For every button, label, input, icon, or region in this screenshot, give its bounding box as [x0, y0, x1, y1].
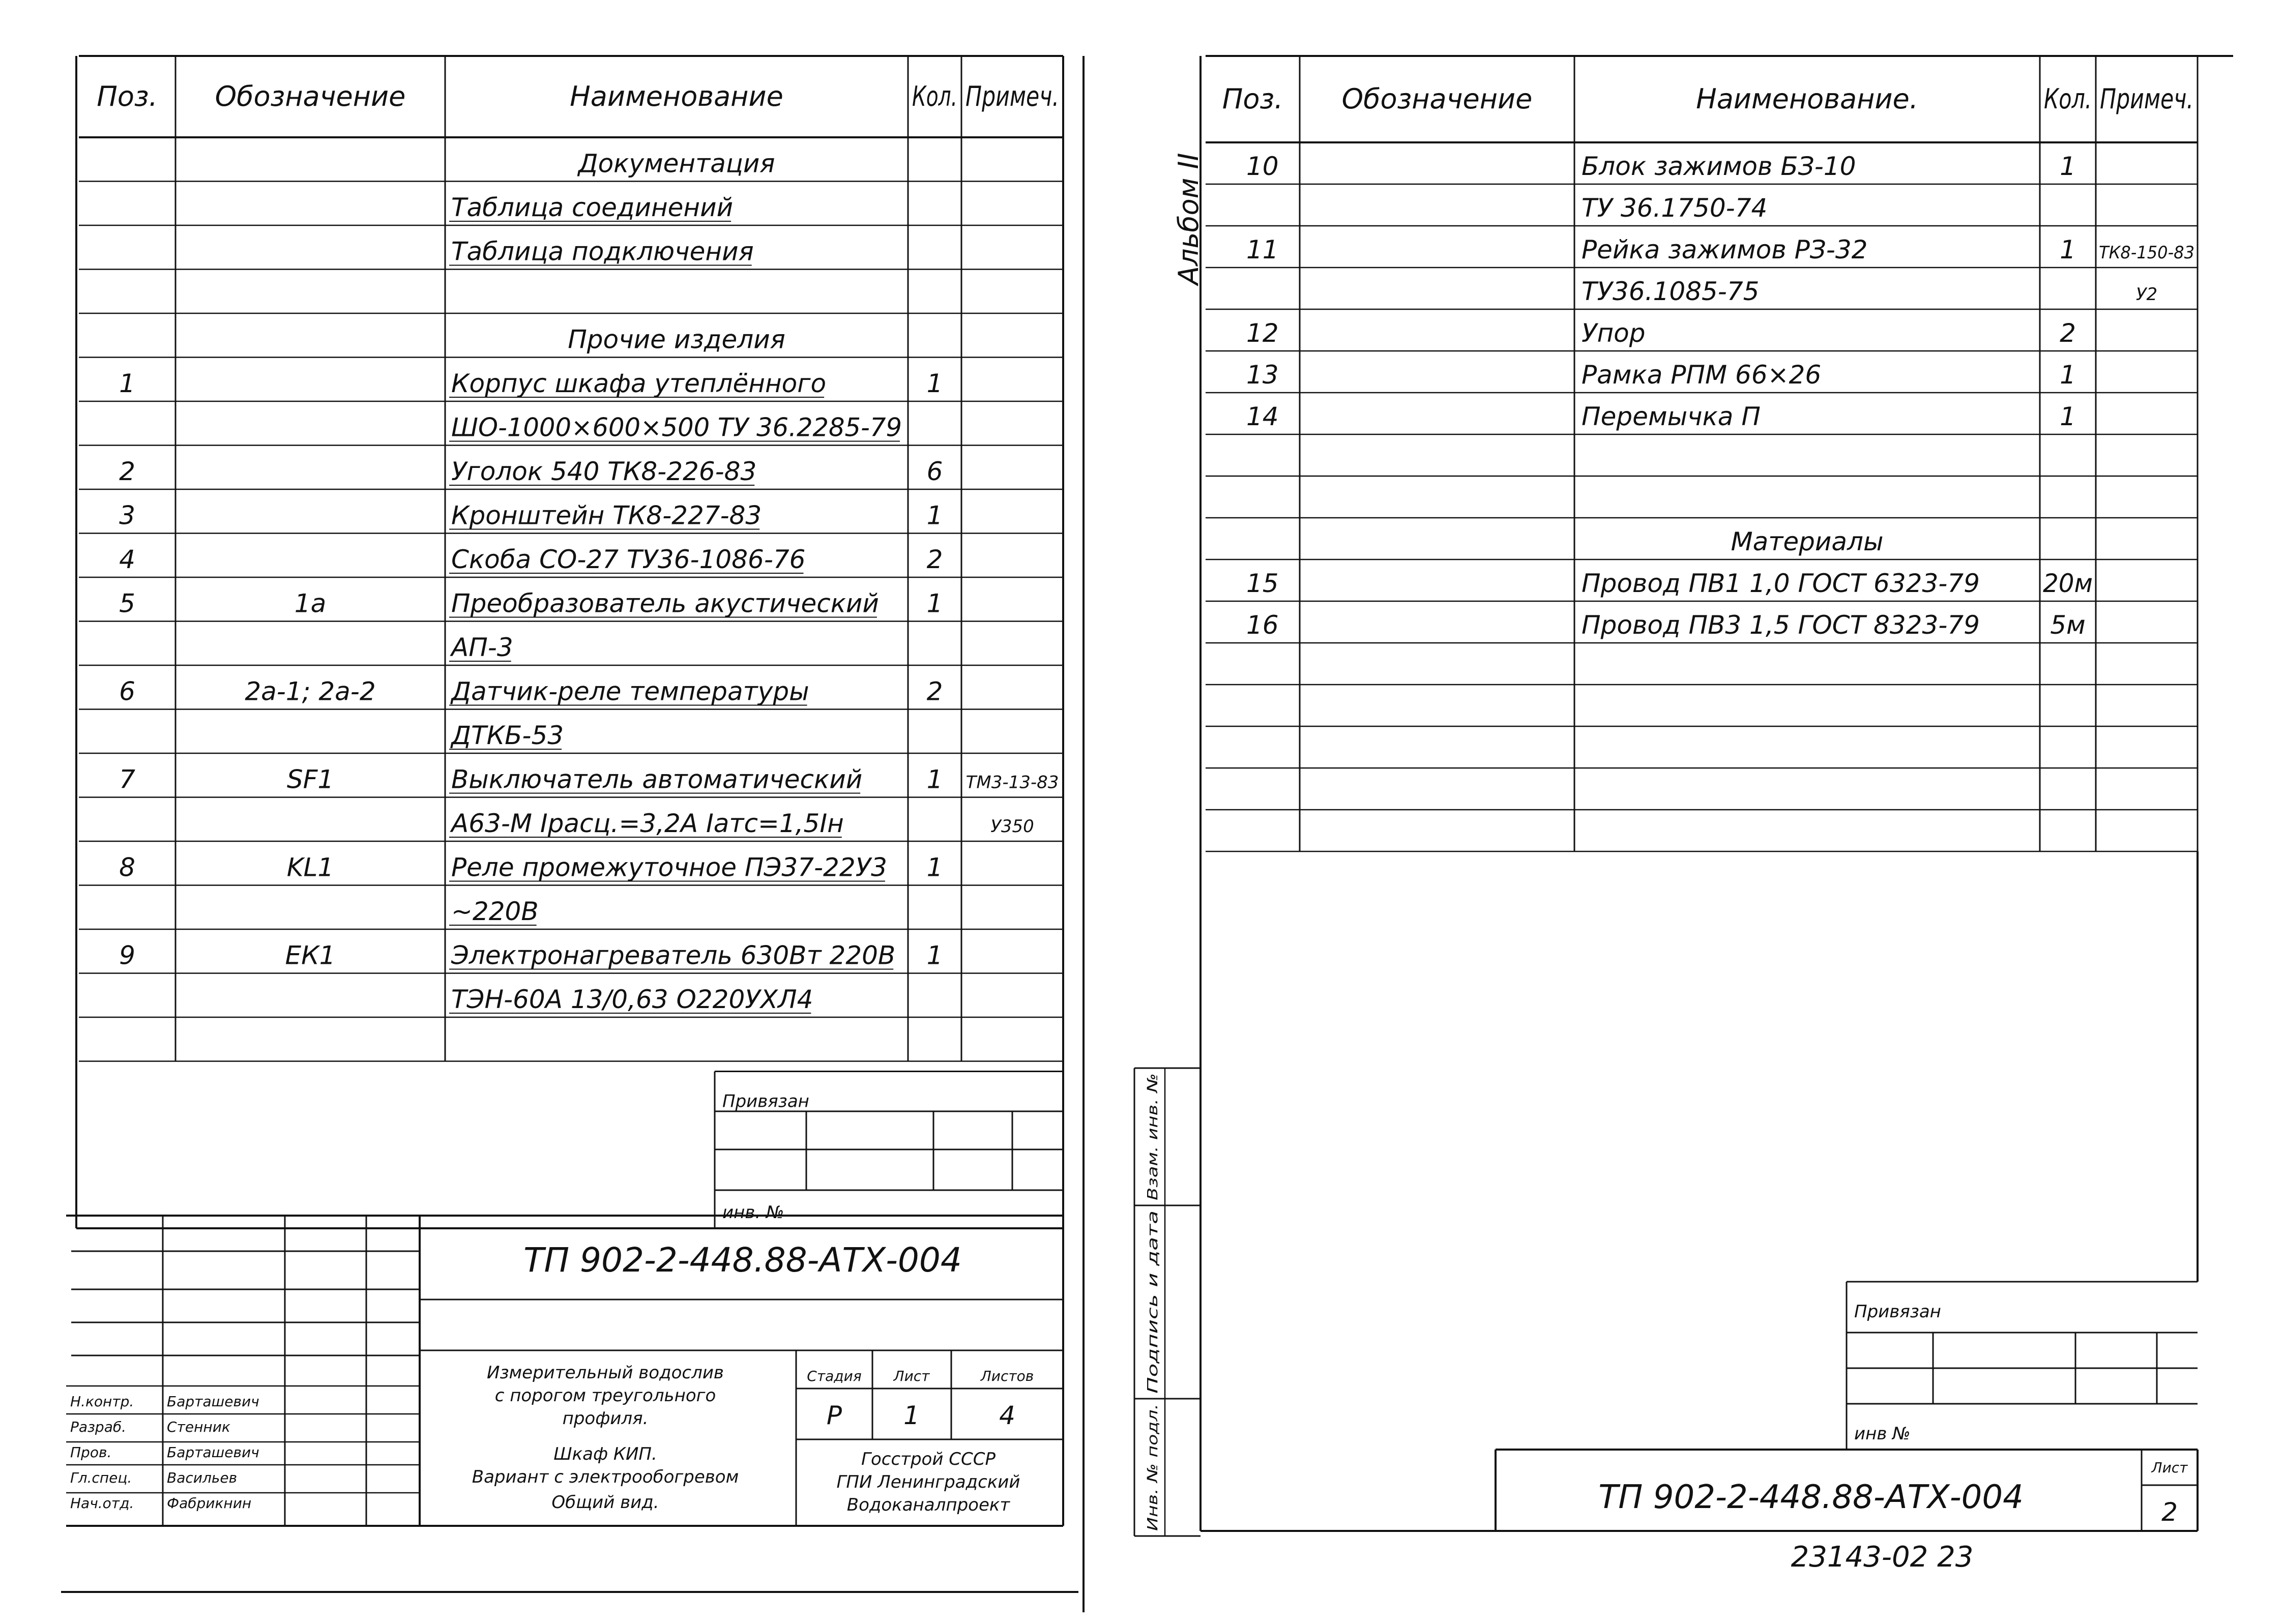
row-name: ~220В — [451, 897, 539, 926]
row-qty: 2 — [2060, 318, 2076, 348]
org-line: Госстрой СССР — [861, 1449, 996, 1469]
row-qty: 5м — [2050, 610, 2086, 640]
row-designation: ЕК1 — [285, 940, 336, 970]
album-label: Альбом II — [1173, 153, 1205, 285]
header-pos: Поз. — [97, 80, 158, 112]
row-qty: 1 — [926, 764, 943, 794]
title-line-text: Вариант с электрообогревом — [472, 1467, 739, 1487]
row-name: ШО-1000×600×500 ТУ 36.2285-79 — [451, 412, 902, 442]
row-name: Электронагреватель 630Вт 220В — [451, 940, 896, 970]
row-name: Рамка РПМ 66×26 — [1582, 360, 1822, 390]
signer-role: Гл.спец. — [70, 1469, 132, 1486]
row-name: Датчик-реле температуры — [451, 676, 809, 706]
row-qty: 20м — [2043, 569, 2093, 598]
row-name: ТУ 36.1750-74 — [1582, 193, 1768, 223]
header-pos: Поз. — [1222, 83, 1283, 115]
signer-name: Фабрикнин — [167, 1495, 252, 1512]
binding-label: Привязан — [722, 1091, 809, 1112]
row-qty: 2 — [926, 676, 943, 706]
row-name: АП-3 — [451, 633, 513, 662]
row-pos: 3 — [119, 500, 135, 530]
header-qty: Кол. — [2044, 83, 2092, 115]
sheet-label: Лист — [893, 1368, 930, 1384]
binding-label: Привязан — [1854, 1302, 1941, 1322]
header-qty: Кол. — [912, 80, 957, 112]
row-pos: 6 — [119, 676, 135, 706]
row-name: Выключатель автоматический — [451, 764, 863, 794]
row-designation: KL1 — [286, 852, 334, 882]
title-line-text: профиля. — [562, 1408, 649, 1429]
row-name: Кронштейн ТК8-227-83 — [451, 500, 762, 530]
doc-number: ТП 902-2-448.88-АТХ-004 — [523, 1241, 962, 1280]
row-name: Уголок 540 ТК8-226-83 — [451, 457, 757, 486]
inv-label: инв № — [1854, 1424, 1911, 1444]
row-note: ТМ3-13-83 — [965, 772, 1059, 793]
row-pos: 1 — [119, 369, 135, 398]
header-note: Примеч. — [2100, 83, 2193, 115]
row-name: ТУ36.1085-75 — [1582, 277, 1760, 306]
row-pos: 13 — [1246, 360, 1279, 390]
stamp-label: Взам. инв. № — [1144, 1103, 1161, 1200]
sheets-value: 4 — [999, 1401, 1015, 1430]
sheet-value: 2 — [2161, 1497, 2178, 1527]
signer-role: Н.контр. — [70, 1393, 134, 1410]
stamp-label: Подпись и дата — [1144, 1276, 1161, 1394]
signer-role: Пров. — [70, 1444, 112, 1461]
org-line: ГПИ Ленинградский — [836, 1472, 1020, 1492]
row-qty: 1 — [2060, 402, 2076, 431]
header-note: Примеч. — [965, 80, 1059, 112]
header-name: Наименование. — [1696, 83, 1918, 115]
row-pos: 16 — [1246, 610, 1279, 640]
stage-label: Стадия — [807, 1368, 862, 1384]
signer-role: Нач.отд. — [70, 1495, 134, 1512]
row-pos: 8 — [119, 852, 135, 882]
row-qty: 1 — [2060, 152, 2076, 181]
row-pos: 14 — [1246, 402, 1279, 431]
sheet-label: Лист — [2151, 1459, 2188, 1476]
row-pos: 9 — [119, 940, 135, 970]
signer-role: Разраб. — [70, 1419, 127, 1435]
row-qty: 1 — [926, 940, 943, 970]
title-line-text: Общий вид. — [551, 1492, 659, 1513]
row-name: Преобразователь акустический — [451, 588, 879, 618]
sheet-value: 1 — [903, 1401, 920, 1430]
row-name: Рейка зажимов РЗ-32 — [1582, 235, 1868, 264]
row-name: А63-М Iрасц.=3,2А Iатс=1,5Iн — [451, 809, 844, 838]
row-pos: 5 — [119, 588, 135, 618]
row-designation: 2а-1; 2а-2 — [245, 676, 376, 706]
row-qty: 2 — [926, 545, 943, 574]
row-note: ТК8-150-83 — [2099, 243, 2194, 263]
row-pos: 4 — [119, 545, 135, 574]
row-name: Таблица подключения — [451, 237, 754, 267]
signer-name: Стенник — [167, 1419, 230, 1435]
row-qty: 1 — [2060, 235, 2076, 264]
stage-value: Р — [826, 1401, 842, 1430]
row-qty: 6 — [926, 457, 943, 486]
inv-label: инв. № — [722, 1202, 784, 1223]
row-name: Документация — [578, 149, 775, 179]
signer-name: Барташевич — [167, 1393, 259, 1410]
row-pos: 10 — [1246, 152, 1279, 181]
row-name: Таблица соединений — [451, 193, 734, 222]
row-name: ТЭН-60А 13/0,63 О220УХЛ4 — [451, 985, 813, 1014]
row-name: Материалы — [1731, 527, 1884, 556]
title-line-text: Измерительный водослив — [487, 1363, 724, 1383]
row-name: Провод ПВ1 1,0 ГОСТ 6323-79 — [1582, 569, 1980, 598]
header-designation: Обозначение — [215, 80, 406, 112]
header-designation: Обозначение — [1341, 83, 1533, 115]
row-name: Прочие изделия — [568, 324, 785, 355]
title-line-text: Шкаф КИП. — [553, 1444, 657, 1464]
title-line-text: с порогом треугольного — [494, 1385, 716, 1406]
row-name: Корпус шкафа утеплённого — [451, 369, 827, 398]
row-name: Реле промежуточное ПЭ37-22У3 — [451, 852, 887, 882]
signer-name: Барташевич — [167, 1444, 259, 1461]
row-note: У350 — [990, 816, 1034, 837]
row-name: ДТКБ-53 — [451, 721, 564, 750]
row-pos: 2 — [119, 457, 135, 486]
row-qty: 1 — [926, 588, 943, 618]
row-pos: 15 — [1246, 569, 1279, 598]
row-qty: 1 — [926, 500, 943, 530]
row-designation: 1а — [294, 588, 327, 618]
row-name: Упор — [1582, 318, 1646, 348]
row-name: Блок зажимов БЗ-10 — [1582, 152, 1856, 181]
doc-number: ТП 902-2-448.88-АТХ-004 — [1598, 1479, 2024, 1516]
stamp-label: Инв. № подл. — [1144, 1432, 1161, 1531]
row-pos: 7 — [119, 764, 135, 794]
footer-code: 23143-02 23 — [1791, 1541, 1974, 1574]
row-qty: 1 — [926, 369, 943, 398]
row-note: У2 — [2135, 284, 2158, 305]
signer-name: Васильев — [167, 1469, 238, 1486]
row-pos: 11 — [1246, 235, 1279, 264]
row-pos: 12 — [1246, 318, 1279, 348]
org-line: Водоканалпроект — [846, 1495, 1010, 1515]
row-name: Скоба СО-27 ТУ36-1086-76 — [451, 545, 806, 574]
row-qty: 1 — [2060, 360, 2076, 390]
header-name: Наименование — [570, 80, 783, 112]
sheets-label: Листов — [980, 1368, 1034, 1384]
row-designation: SF1 — [286, 764, 334, 794]
row-qty: 1 — [926, 852, 943, 882]
row-name: Перемычка П — [1582, 402, 1761, 431]
row-name: Провод ПВ3 1,5 ГОСТ 8323-79 — [1582, 610, 1980, 640]
